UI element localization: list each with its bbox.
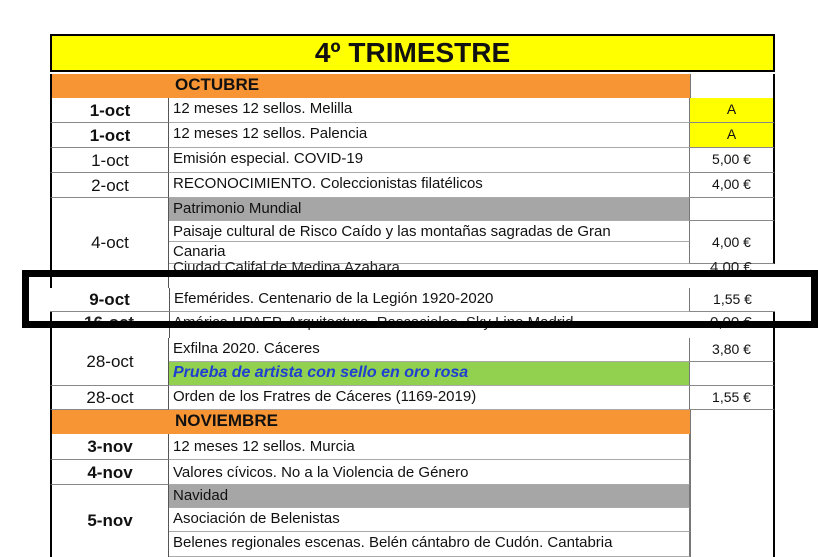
price-cell: 1,55 € [690,386,775,410]
date-cell: 4-oct [50,198,169,288]
group-header-navidad: Navidad [169,485,690,508]
price-column-empty [690,410,775,557]
date-cell: 2-oct [50,173,169,198]
group-header-patrimonio: Patrimonio Mundial [169,198,690,221]
date-cell: 9-oct [50,288,169,312]
highlight-frame [22,270,818,328]
description-cell: Orden de los Fratres de Cáceres (1169-2019) [169,386,690,410]
description-cell: Valores cívicos. No a la Violencia de Género [169,460,690,485]
price-blank [690,198,775,221]
page-title: 4º TRIMESTRE [50,34,775,72]
description-cell: Belenes regionales escenas. Belén cántabro de Cudón. Cantabria [169,532,690,557]
price-cell: 4,00 € [690,173,775,198]
description-cell: 12 meses 12 sellos. Palencia [169,123,690,148]
date-cell: 4-nov [50,460,169,485]
price-cell: A [690,98,775,123]
date-cell: 1-oct [50,98,169,123]
date-cell: 5-nov [50,485,169,557]
date-cell: 3-nov [50,434,169,460]
price-cell: A [690,123,775,148]
description-cell-continued: Canaria [169,242,690,264]
description-cell: 12 meses 12 sellos. Murcia [169,434,690,460]
description-cell: Exfilna 2020. Cáceres [169,338,690,362]
month-header-octubre: OCTUBRE [50,74,690,98]
date-cell: 28-oct [50,386,169,410]
description-cell: Asociación de Belenistas [169,508,690,532]
description-cell: Paisaje cultural de Risco Caído y las montañas sagradas de Gran [169,221,690,242]
price-blank [690,362,775,386]
partially-hidden-date: 16-oct [84,313,135,332]
description-cell: Emisión especial. COVID-19 [169,148,690,173]
date-cell: 1-oct [50,148,169,173]
price-cell: 1,55 € [690,288,775,312]
month-header-noviembre: NOVIEMBRE [50,410,690,434]
partially-hidden-price: 4,00 € [710,259,752,276]
artist-proof-note: Prueba de artista con sello en oro rosa [169,362,690,386]
description-cell: 12 meses 12 sellos. Melilla [169,98,690,123]
description-cell: RECONOCIMIENTO. Coleccionistas filatélicos [169,173,690,198]
date-cell: 1-oct [50,123,169,148]
price-cell: 3,80 € [690,338,775,362]
price-cell: 5,00 € [690,148,775,173]
partially-hidden-price: 0,00 € [710,314,752,331]
price-header-blank [690,74,775,98]
partially-hidden-description: América UPAEP. Arquitectura. Rascacielos. Sky Line Madrid [173,314,574,331]
date-cell: 28-oct [50,338,169,386]
price-cell: 4,00 € [690,221,775,264]
description-cell: Efemérides. Centenario de la Legión 1920-2020 [169,288,690,312]
partially-hidden-description: Ciudad Califal de Medina Azahara [173,259,400,276]
